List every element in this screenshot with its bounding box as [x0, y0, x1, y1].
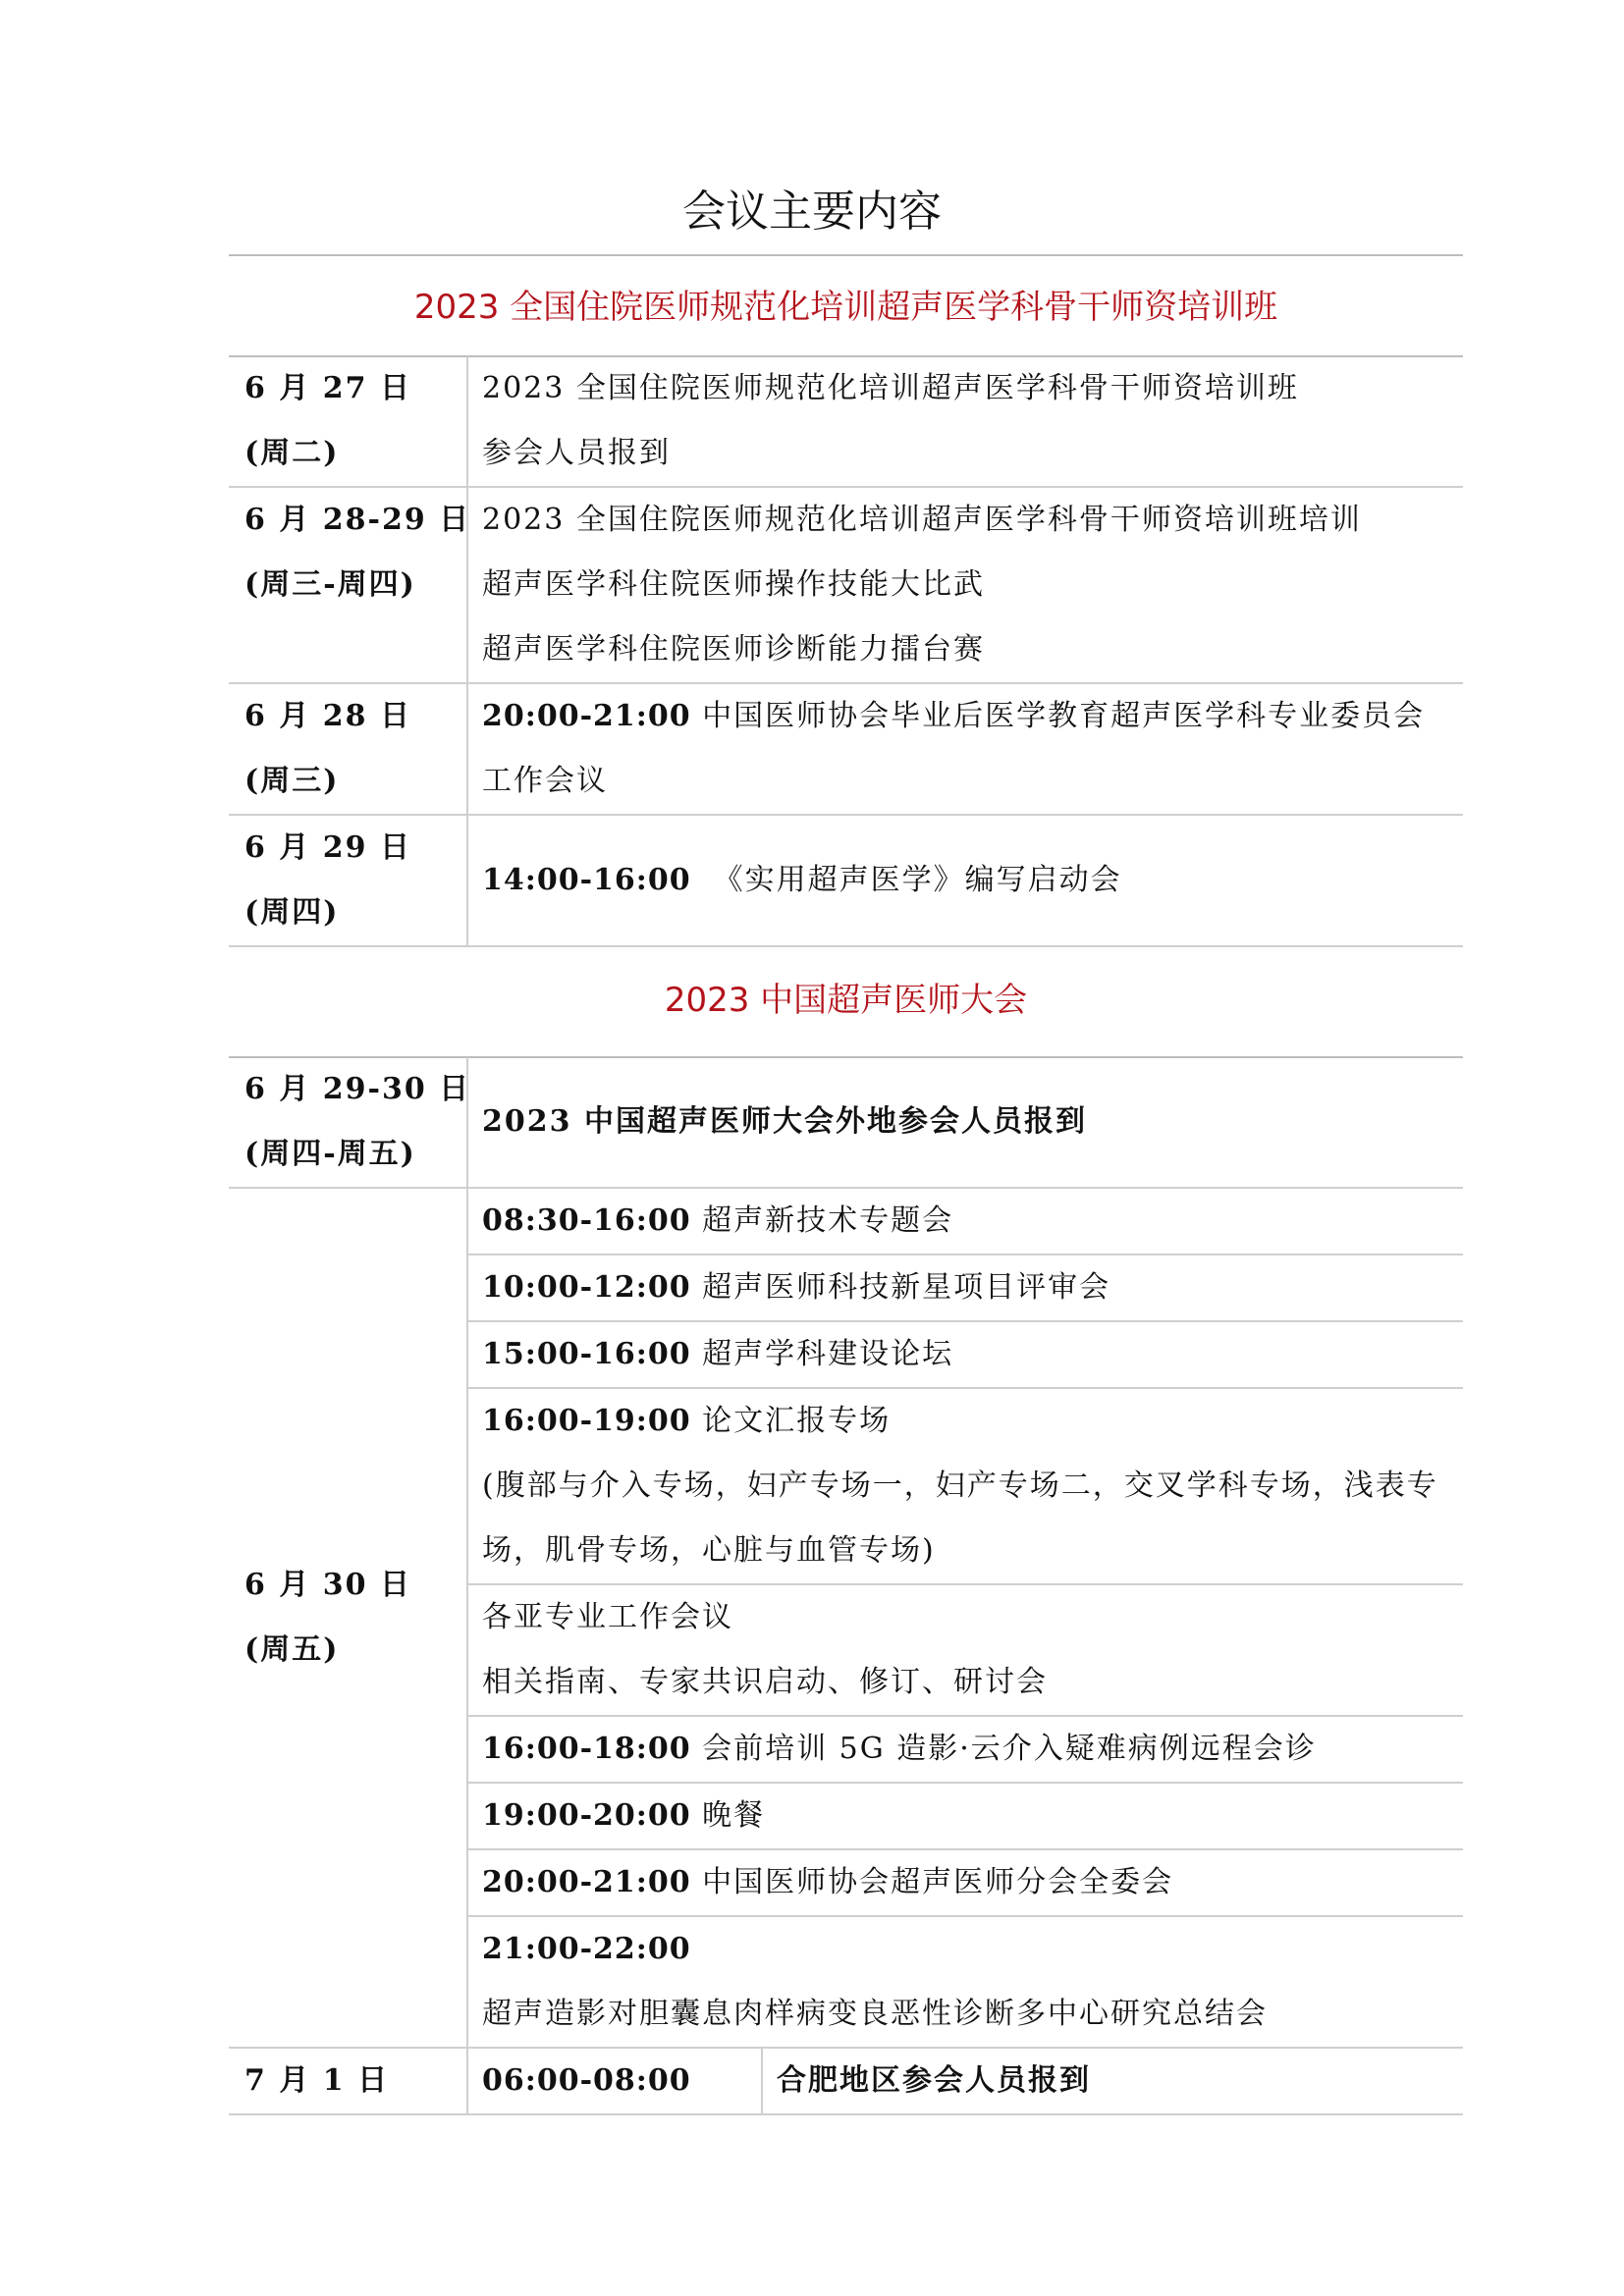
content-detail: 相关指南、专家共识启动、修订、研讨会: [482, 1665, 1048, 1699]
content-line: 会前培训 5G 造影·云介入疑难病例远程会诊: [702, 1732, 1317, 1766]
content-cell: [762, 2048, 1463, 2114]
date-label: 6 月 29 日: [244, 830, 411, 865]
content-line: 晚餐: [702, 1798, 766, 1833]
table-row: [229, 1188, 1463, 1255]
content-cell: [467, 1255, 1463, 1321]
table-row: [229, 487, 1463, 683]
time-label: 15:00-16:00: [482, 1337, 691, 1371]
content-cell: [467, 1783, 1463, 1849]
title-divider: [229, 254, 1463, 256]
date-cell: [229, 356, 467, 487]
weekday-label: (周三-周四): [244, 567, 416, 602]
content-cell: [467, 356, 1463, 487]
section2-title: 2023 中国超声医师大会: [664, 981, 1028, 1020]
date-label: 6 月 27 日: [244, 371, 411, 405]
date-cell: [229, 487, 471, 683]
content-cell: [467, 1057, 1463, 1188]
date-cell: [229, 683, 467, 815]
date-label: 6 月 28 日: [244, 699, 411, 733]
content-line: 中国医师协会超声医师分会全委会: [702, 1865, 1174, 1899]
content-detail: 超声造影对胆囊息肉样病变良恶性诊断多中心研究总结会: [482, 1997, 1268, 2031]
time-label: 21:00-22:00: [482, 1932, 691, 1966]
date-label: 6 月 28-29 日: [244, 503, 471, 537]
content-line: 论文汇报专场: [702, 1404, 892, 1438]
weekday-label: (周二): [244, 436, 340, 470]
section1-title: 2023 全国住院医师规范化培训超声医学科骨干师资培训班: [413, 288, 1278, 327]
content-line: 各亚专业工作会议: [482, 1600, 733, 1634]
content-line: 2023 中国超声医师大会外地参会人员报到: [482, 1104, 1087, 1139]
content-cell: [467, 1584, 1463, 1716]
table-row: [229, 683, 1463, 815]
content-cell: [467, 1388, 1463, 1584]
content-cell: [467, 1916, 1463, 2048]
content-cell: [467, 487, 1463, 683]
content-cell: [467, 1849, 1463, 1916]
weekday-label: (周四): [244, 895, 340, 930]
time-label: 14:00-16:00: [482, 863, 691, 897]
date-cell: [229, 1057, 471, 1188]
content-line: 超声医师科技新星项目评审会: [702, 1270, 1111, 1305]
page-title: 会议主要内容: [682, 187, 942, 237]
table-row: [229, 1057, 1463, 1188]
content-cell: [467, 1188, 1463, 1255]
date-label: 6 月 30 日: [244, 1568, 411, 1602]
content-line: 2023 全国住院医师规范化培训超声医学科骨干师资培训班培训: [482, 503, 1362, 537]
table-row: [229, 356, 1463, 487]
content-line: 超声新技术专题会: [702, 1203, 954, 1238]
content-line: 参会人员报到: [482, 436, 671, 470]
date-label: 7 月 1 日: [244, 2063, 390, 2098]
time-label: 20:00-21:00: [482, 699, 691, 733]
content-cell: [467, 815, 1463, 946]
content-line: 中国医师协会毕业后医学教育超声医学科专业委员会: [702, 699, 1426, 733]
content-cell: [467, 1321, 1463, 1388]
content-line: 超声医学科住院医师操作技能大比武: [482, 567, 985, 602]
date-cell: [229, 815, 467, 946]
time-label: 06:00-08:00: [482, 2063, 691, 2098]
time-label: 20:00-21:00: [482, 1865, 691, 1899]
content-line: 工作会议: [482, 764, 608, 798]
section2-table: [229, 1057, 1463, 2115]
time-label: 16:00-18:00: [482, 1732, 691, 1766]
time-label: 10:00-12:00: [482, 1270, 691, 1305]
content-detail: (腹部与介入专场，妇产专场一，妇产专场二，交叉学科专场，浅表专场，肌骨专场，心脏与血管专场): [482, 1468, 1438, 1568]
date-cell: [229, 2048, 467, 2114]
time-label: 16:00-19:00: [482, 1404, 691, 1438]
date-cell: [229, 1188, 467, 2048]
content-line: 2023 全国住院医师规范化培训超声医学科骨干师资培训班: [482, 371, 1299, 405]
content-line: 超声学科建设论坛: [702, 1337, 954, 1371]
content-cell: [467, 1716, 1463, 1783]
content-line: 合肥地区参会人员报到: [777, 2063, 1091, 2098]
table-row: [229, 815, 1463, 946]
weekday-label: (周五): [244, 1632, 340, 1667]
content-line: 超声医学科住院医师诊断能力擂台赛: [482, 632, 985, 667]
weekday-label: (周四-周五): [244, 1137, 416, 1171]
content-cell: [467, 683, 1463, 815]
weekday-label: (周三): [244, 764, 340, 798]
content-line: 《实用超声医学》编写启动会: [713, 863, 1122, 897]
time-cell: [467, 2048, 762, 2114]
time-label: 19:00-20:00: [482, 1798, 691, 1833]
date-label: 6 月 29-30 日: [244, 1072, 471, 1106]
table-row: [229, 2048, 1463, 2114]
section1-table: [229, 356, 1463, 947]
time-label: 08:30-16:00: [482, 1203, 691, 1238]
